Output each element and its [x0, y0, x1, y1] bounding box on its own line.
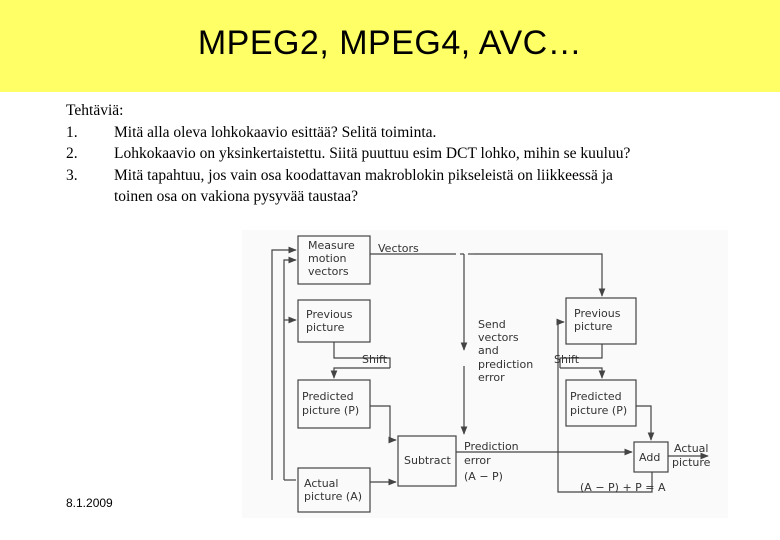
task-item: [66, 122, 766, 144]
actual-left-label-line: picture (A): [304, 490, 363, 503]
motion-compensation-diagram: [242, 230, 728, 518]
predicted-left-label-line: picture (P): [302, 404, 360, 417]
footer-date: 8.1.2009: [66, 496, 113, 510]
task-list: [66, 100, 766, 208]
task-number: 3.: [66, 166, 78, 184]
add-label: Add: [639, 451, 661, 464]
task-heading: Tehtäviä:: [66, 102, 124, 119]
send-label-line: error: [478, 371, 505, 384]
shift-left-label: Shift: [362, 353, 388, 366]
actual-right-label-line: Actual: [674, 442, 709, 455]
task-text: [114, 165, 766, 208]
task-text: Lohkokaavio on yksinkertaistettu. Siitä puuttuu esim DCT lohko, mihin se kuuluu?: [114, 145, 631, 162]
predicted-right-label-line: picture (P): [570, 404, 628, 417]
task-number: 2.: [66, 145, 78, 162]
prediction-error-label-line: (A − P): [464, 470, 503, 483]
predicted-right-label-line: Predicted: [570, 390, 622, 403]
actual-left-label-line: Actual: [304, 477, 339, 490]
predicted-left-label-line: Predicted: [302, 390, 354, 403]
actual-right-label-line: picture: [672, 456, 711, 469]
task-text-line: Mitä tapahtuu, jos vain osa koodattavan makroblokin pikseleistä on liikkeessä ja: [114, 166, 613, 184]
equation-label: (A − P) + P = A: [580, 481, 666, 494]
subtract-label: Subtract: [404, 454, 451, 467]
previous-left-label-line: Previous: [306, 308, 353, 321]
prediction-error-label-line: error: [464, 454, 491, 467]
send-label-line: vectors: [478, 331, 519, 344]
task-text-line: toinen osa on vakiona pysyvää taustaa?: [114, 188, 359, 205]
prediction-error-label-line: Prediction: [464, 440, 519, 453]
send-label-line: Send: [478, 318, 506, 331]
previous-left-label-line: picture: [306, 321, 345, 334]
measure-label-line: motion: [308, 252, 347, 265]
send-label-line: prediction: [478, 358, 534, 371]
send-label-line: and: [478, 344, 499, 357]
shift-right-label: Shift: [554, 353, 580, 366]
vectors-label: Vectors: [378, 242, 419, 255]
previous-right-label-line: Previous: [574, 307, 621, 320]
measure-label-line: vectors: [308, 265, 349, 278]
task-item: [66, 143, 766, 165]
measure-label-line: Measure: [308, 239, 355, 252]
task-item: [66, 165, 766, 208]
previous-right-label-line: picture: [574, 320, 613, 333]
slide-title: MPEG2, MPEG4, AVC…: [197, 24, 583, 62]
task-text: Mitä alla oleva lohkokaavio esittää? Selitä toiminta.: [114, 123, 437, 141]
task-number: 1.: [66, 123, 78, 141]
